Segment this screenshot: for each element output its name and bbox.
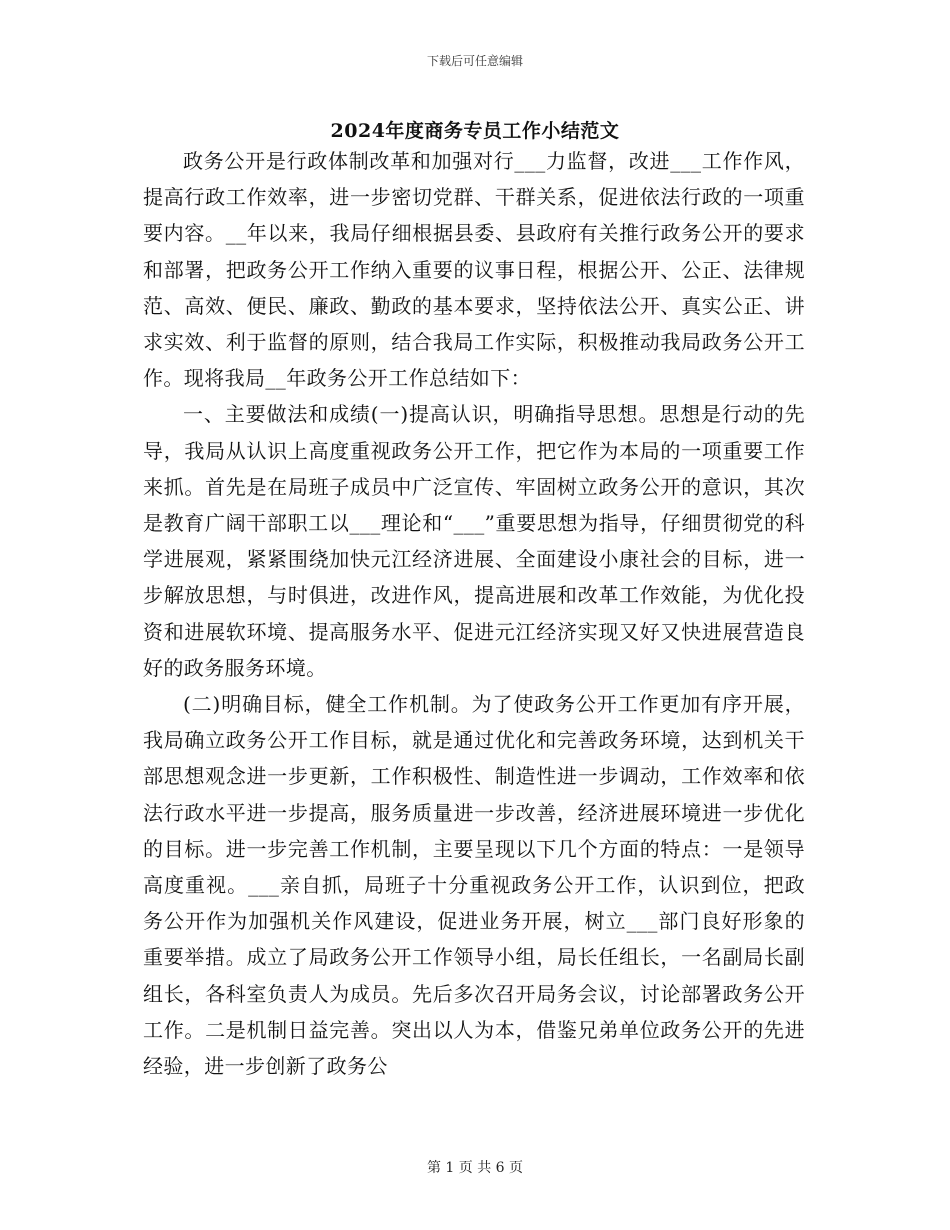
- document-title: 2024年度商务专员工作小结范文: [330, 120, 620, 142]
- document-body: [143, 143, 805, 1084]
- body-paragraph: (二)明确目标，健全工作机制。为了使政务公开工作更加有序开展，我局确立政务公开工作目标，就是通过优化和完善政务环境，达到机关干部思想观念进一步更新，工作积极性、制造性进一步调动，工作效率和依法行政水平进一步提高，服务质量进一步改善，经济进展环境进一步优化的目标。进一步完善工作机制，主要呈现以下几个方面的特点：一是领导高度重视。___亲自抓，局班子十分重视政务公开工作，认识到位，把政务公开作为加强机关作风建设，促进业务开展，树立___部门良好形象的重要举措。成立了局政务公开工作领导小组，局长任组长，一名副局长副组长，各科室负责人为成员。先后多次召开局务会议，讨论部署政务公开工作。二是机制日益完善。突出以人为本，借鉴兄弟单位政务公开的先进经验，进一步创新了政务公: [143, 692, 805, 1079]
- page-header-note: 下载后可任意编辑: [426, 54, 523, 68]
- body-paragraph: 一、主要做法和成绩(一)提高认识，明确指导思想。思想是行动的先导，我局从认识上高度重视政务公开工作，把它作为本局的一项重要工作来抓。首先是在局班子成员中广泛宣传、牢固树立政务公开的意识，其次是教育广阔干部职工以___理论和“___”重要思想为指导，仔细贯彻党的科学进展观，紧紧围绕加快元江经济进展、全面建设小康社会的目标，进一步解放思想，与时俱进，改进作风，提高进展和改革工作效能，为优化投资和进展软环境、提高服务水平、促进元江经济实现又好又快进展营造良好的政务服务环境。: [143, 402, 805, 680]
- page-number: 第 1 页 共 6 页: [426, 1160, 524, 1176]
- body-paragraph: 政务公开是行政体制改革和加强对行___力监督，改进___工作作风，提高行政工作效率，进一步密切党群、干群关系，促进依法行政的一项重要内容。__年以来，我局仔细根据县委、县政府有关推行政务公开的要求和部署，把政务公开工作纳入重要的议事日程，根据公开、公正、法律规范、高效、便民、廉政、勤政的基本要求，坚持依法公开、真实公正、讲求实效、利于监督的原则，结合我局工作实际，积极推动我局政务公开工作。现将我局__年政务公开工作总结如下：: [143, 149, 805, 391]
